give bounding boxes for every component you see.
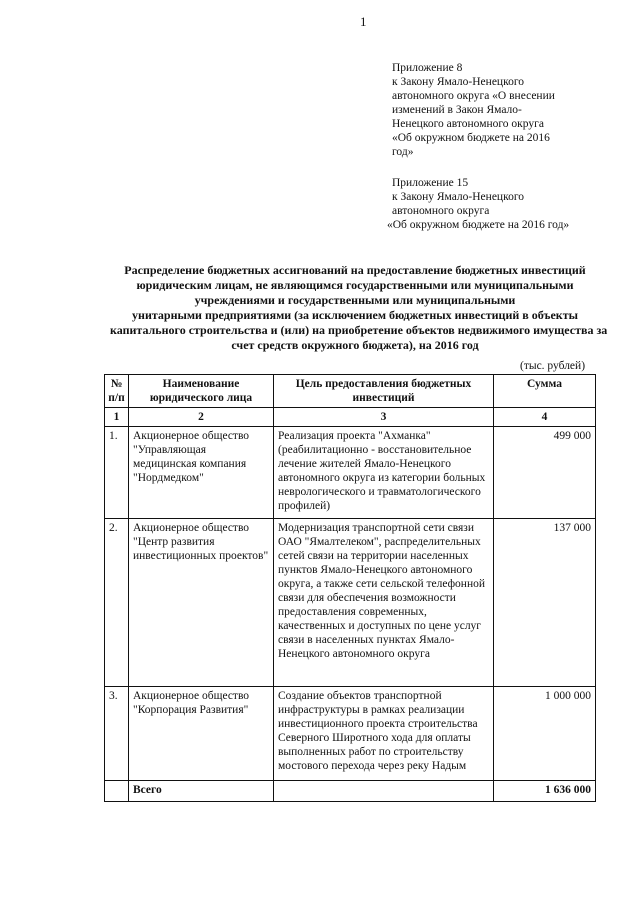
row-legal-entity: [129, 427, 274, 519]
table-row: [105, 427, 596, 519]
row-legal-entity: [129, 519, 274, 687]
row-legal-entity: [129, 687, 274, 781]
row-purpose: [274, 519, 494, 687]
appendix-8-line: автономного округа «О внесении: [392, 90, 555, 102]
appendix-8-line: год»: [392, 146, 414, 158]
entity-line: инвестиционных проектов": [133, 550, 269, 562]
appendix-15-line: к Закону Ямало-Ненецкого: [392, 191, 525, 203]
purpose-line: выполненных работ по строительству: [278, 746, 464, 758]
entity-line: "Центр развития: [133, 536, 215, 548]
purpose-line: связи в населенных пунктах Ямало-: [278, 634, 455, 646]
entity-line: Акционерное общество: [133, 522, 250, 534]
purpose-line: Создание объектов транспортной: [278, 690, 442, 702]
appendix-8-line: изменений в Закон Ямало-: [392, 104, 522, 116]
purpose-line: лечение жителей Ямало-Ненецкого: [278, 458, 451, 470]
header-name: Наименование юридического лица: [129, 375, 274, 408]
appendix-8-line: Приложение 8: [392, 62, 463, 74]
row-amount: 1 000 000: [494, 687, 596, 781]
total-empty-cell: [105, 781, 129, 802]
total-label: Всего: [129, 781, 274, 802]
title-line: унитарными предприятиями (за исключением бюджетных инвестиций в объекты: [132, 308, 578, 322]
appendix-15-heading: [387, 176, 597, 232]
total-empty-cell: [274, 781, 494, 802]
table-row: [105, 687, 596, 781]
title-line: учреждениями и государственными или муниципальными: [194, 293, 516, 307]
units-label: (тыс. рублей): [520, 360, 586, 372]
purpose-line: качественных и доступных по цене услуг: [278, 620, 482, 632]
total-amount: 1 636 000: [494, 781, 596, 802]
purpose-line: ОАО "Ямалтелеком", распределительных: [278, 536, 481, 548]
total-row: [105, 781, 596, 802]
title-line: капитального строительства и (или) на приобретение объектов недвижимого имущества за: [110, 323, 608, 337]
title-line: юридическим лицам, не являющимся государственными или муниципальными: [136, 278, 574, 292]
entity-line: "Управляющая: [133, 444, 206, 456]
purpose-line: пунктов Ямало-Ненецкого автономного: [278, 564, 473, 576]
purpose-line: мостового перехода через реку Надым: [278, 760, 467, 772]
appendix-15-line: автономного округа: [392, 205, 490, 217]
entity-line: медицинская компания: [133, 458, 247, 470]
appendix-8-line: «Об окружном бюджете на 2016: [392, 132, 550, 144]
purpose-line: связи для обеспечения возможности: [278, 592, 456, 604]
row-purpose: [274, 427, 494, 519]
purpose-line: (реабилитационно - восстановительное: [278, 444, 472, 456]
appendix-8-heading: [392, 61, 587, 159]
purpose-line: инвестиционного проекта строительства: [278, 718, 478, 730]
entity-line: "Нордмедком": [133, 472, 204, 484]
row-number: 1.: [105, 427, 129, 519]
table-header-row: [105, 375, 596, 408]
appendix-8-line: к Закону Ямало-Ненецкого: [392, 76, 525, 88]
title-line: Распределение бюджетных ассигнований на предоставление бюджетных инвестиций: [124, 263, 586, 277]
table-row: [105, 519, 596, 687]
row-purpose: [274, 687, 494, 781]
purpose-line: профилей): [278, 500, 331, 512]
header-amount: Сумма: [494, 375, 596, 408]
column-number: 1: [105, 408, 129, 427]
entity-line: "Корпорация Развития": [133, 704, 249, 716]
column-number: 2: [129, 408, 274, 427]
appendix-15-line: Приложение 15: [392, 177, 469, 189]
purpose-line: Северного Широтного хода для оплаты: [278, 732, 471, 744]
entity-line: Акционерное общество: [133, 430, 250, 442]
purpose-line: автономного округа из категории больных: [278, 472, 486, 484]
purpose-line: Ненецкого автономного округа: [278, 648, 430, 660]
appendix-15-line: «Об окружном бюджете на 2016 год»: [387, 219, 570, 231]
page-number: 1: [360, 14, 367, 29]
appendix-8-line: Ненецкого автономного округа: [392, 118, 544, 130]
purpose-line: неврологического и травматологического: [278, 486, 481, 498]
purpose-line: округа, а также сети сельской телефонной: [278, 578, 486, 590]
column-number: 4: [494, 408, 596, 427]
row-amount: 499 000: [494, 427, 596, 519]
header-num: № п/п: [105, 375, 129, 408]
row-number: 2.: [105, 519, 129, 687]
purpose-line: Реализация проекта "Ахманка": [278, 430, 431, 442]
purpose-line: инфраструктуры в рамках реализации: [278, 704, 465, 716]
column-number-row: [105, 408, 596, 427]
entity-line: Акционерное общество: [133, 690, 250, 702]
purpose-line: предоставления современных,: [278, 606, 427, 618]
purpose-line: сетей связи на территории населенных: [278, 550, 469, 562]
row-amount: 137 000: [494, 519, 596, 687]
title-line: счет средств окружного бюджета), на 2016 год: [231, 338, 479, 352]
budget-table: [104, 374, 596, 802]
row-number: 3.: [105, 687, 129, 781]
header-purpose: Цель предоставления бюджетных инвестиций: [274, 375, 494, 408]
column-number: 3: [274, 408, 494, 427]
document-title: [110, 263, 608, 353]
purpose-line: Модернизация транспортной сети связи: [278, 522, 475, 534]
